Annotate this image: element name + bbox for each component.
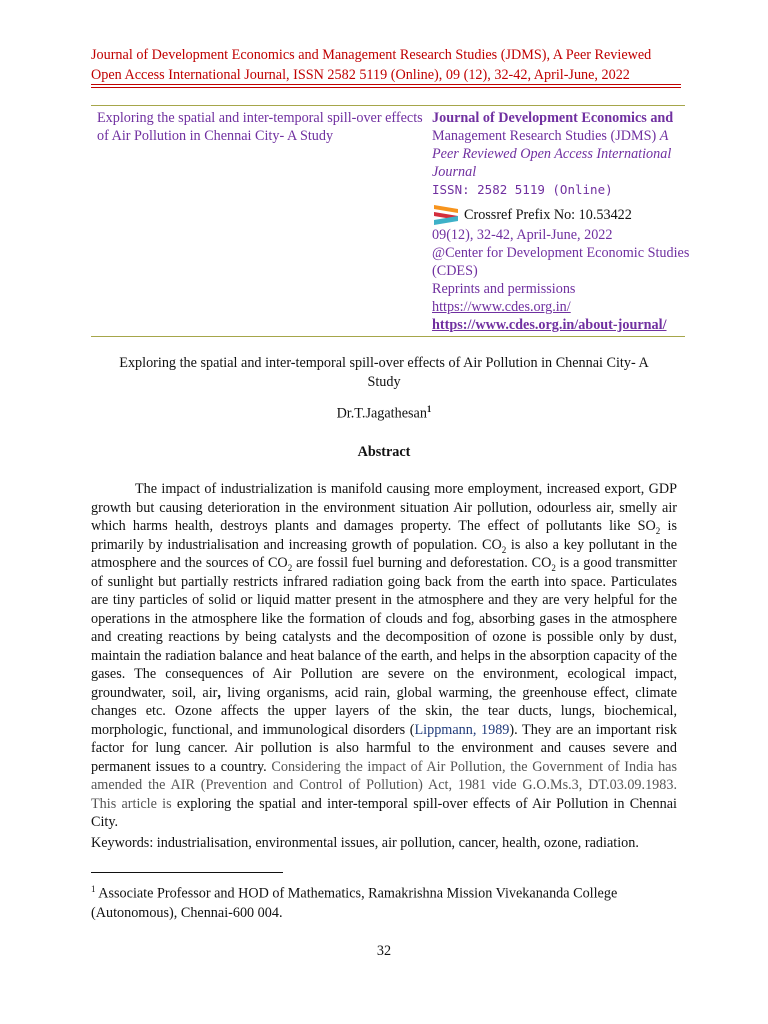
crossref-row bbox=[432, 204, 692, 226]
abstract-part-1: The impact of industrialization is manifold causing more employment, increased export, GDP growth but causing deterioration in the environment situation Air pollution, odourless air, smelly air which harms health, destroys plants and damages property. The effect of pollutants like SO bbox=[91, 481, 677, 534]
subscript-2: 2 bbox=[551, 562, 556, 573]
abstract-part-4: are fossil fuel burning and deforestation. CO bbox=[292, 555, 552, 571]
cdes-home-link[interactable]: https://www.cdes.org.in/ bbox=[432, 299, 571, 315]
journal-issn: ISSN: 2582 5119 (Online) bbox=[432, 182, 613, 197]
abstract-part-3: is also a key pollutant in the atmosphere and the sources of CO bbox=[91, 536, 677, 571]
paper-title-line-2: Study bbox=[367, 374, 401, 390]
citation-link[interactable]: Lippmann, 1989 bbox=[414, 721, 510, 738]
footnote bbox=[91, 880, 677, 923]
abstract-bold-comma: , bbox=[217, 684, 221, 701]
info-box-journal-details bbox=[432, 109, 692, 334]
journal-issue: 09(12), 32-42, April-June, 2022 bbox=[432, 227, 613, 243]
author-footnote-mark: 1 bbox=[426, 404, 432, 414]
publisher-line-2: (CDES) bbox=[432, 263, 478, 279]
header-rule-top bbox=[91, 84, 681, 85]
footnote-mark: 1 bbox=[91, 884, 96, 894]
subscript-2: 2 bbox=[501, 544, 507, 555]
author-name: Dr.T.Jagathesan bbox=[336, 405, 427, 422]
crossref-prefix: Crossref Prefix No: 10.53422 bbox=[464, 207, 632, 223]
reprints-text: Reprints and permissions bbox=[432, 281, 576, 297]
paper-title bbox=[91, 354, 677, 392]
abstract-part-2: is primarily by industrialisation and increasing growth of population. CO bbox=[91, 518, 677, 553]
abstract-heading: Abstract bbox=[357, 444, 411, 460]
abstract-gray-text: Considering the impact of Air Pollution, the Government of India has amended the AIR (Prevention and Control of Pollution) Act, 1981 vide G.O.Ms.3, DT.03.09.1983. This article is bbox=[91, 758, 677, 812]
journal-title-abbrev: Management Research Studies (JDMS) bbox=[432, 128, 657, 144]
publisher-line-1: @Center for Development Economic Studies bbox=[432, 245, 690, 261]
abstract-body bbox=[91, 480, 677, 832]
running-header-line-2: Open Access International Journal, ISSN 2582 5119 (Online), 09 (12), 32-42, April-June, 2022 bbox=[91, 67, 630, 83]
info-box-article-title: Exploring the spatial and inter-temporal spill-over effects of Air Pollution in Chennai City- A Study bbox=[97, 110, 423, 144]
footnote-separator bbox=[91, 872, 283, 873]
abstract-part-8: exploring the spatial and inter-temporal spill-over effects of Air Pollution in Chennai City. bbox=[91, 795, 677, 830]
author-line bbox=[91, 404, 677, 423]
subscript-2: 2 bbox=[655, 525, 661, 536]
abstract-part-6: living organisms, acid rain, global warming, the greenhouse effect, climate changes etc. Ozone affects the upper layers of the skin, the tear ducts, lungs, biochemical, morphologic, functional, and immunological disorders ( bbox=[91, 684, 677, 738]
keywords: Keywords: industrialisation, environmental issues, air pollution, cancer, health, ozone, radiation. bbox=[91, 835, 639, 851]
journal-title-line-1: Journal of Development Economics and bbox=[432, 110, 674, 126]
journal-word: Journal bbox=[432, 164, 477, 180]
journal-title-a: A bbox=[659, 128, 669, 144]
crossref-logo-icon bbox=[432, 204, 462, 226]
paper-title-line-1: Exploring the spatial and inter-temporal spill-over effects of Air Pollution in Chennai City- A bbox=[119, 355, 649, 371]
journal-title-line-2 bbox=[432, 127, 692, 145]
running-header-line-1: Journal of Development Economics and Management Research Studies (JDMS), A Peer Reviewed bbox=[91, 47, 652, 63]
journal-peer-line: Peer Reviewed Open Access International bbox=[432, 146, 672, 162]
journal-info-box bbox=[91, 105, 690, 337]
info-box-bottom-rule bbox=[91, 336, 685, 337]
footnote-text: Associate Professor and HOD of Mathematics, Ramakrishna Mission Vivekananda College (Autonomous), Chennai-600 004. bbox=[91, 885, 618, 921]
info-box-top-rule bbox=[91, 105, 685, 106]
abstract-part-5: is a good transmitter of sunlight but partially restricts infrared radiation going back from the earth into space. Particulates are tiny particles of solid or liquid matter present in the atmosphere and they are very helpful for the operations in the atmosphere like the formation of clouds and fog, absorbing gases in the atmosphere and creating reactions by being catalysts and the decomposition of ozone is possible only by dust, maintain the radiation balance and heat balance of the earth, and helps in the absorption capacity of the gases. The consequences of Air Pollution are severe on the environment, ecological impact, groundwater, soil, air bbox=[91, 555, 677, 701]
header-rule-bottom bbox=[91, 87, 681, 88]
cdes-about-journal-link[interactable]: https://www.cdes.org.in/about-journal/ bbox=[432, 317, 667, 333]
page-number: 32 bbox=[376, 943, 392, 959]
subscript-2: 2 bbox=[287, 562, 293, 573]
running-header bbox=[91, 45, 691, 85]
abstract-part-7: ). They are an important risk factor for lung cancer. Air pollution is also harmful to the environment and causes severe and permanent issues to a country. bbox=[91, 721, 677, 775]
